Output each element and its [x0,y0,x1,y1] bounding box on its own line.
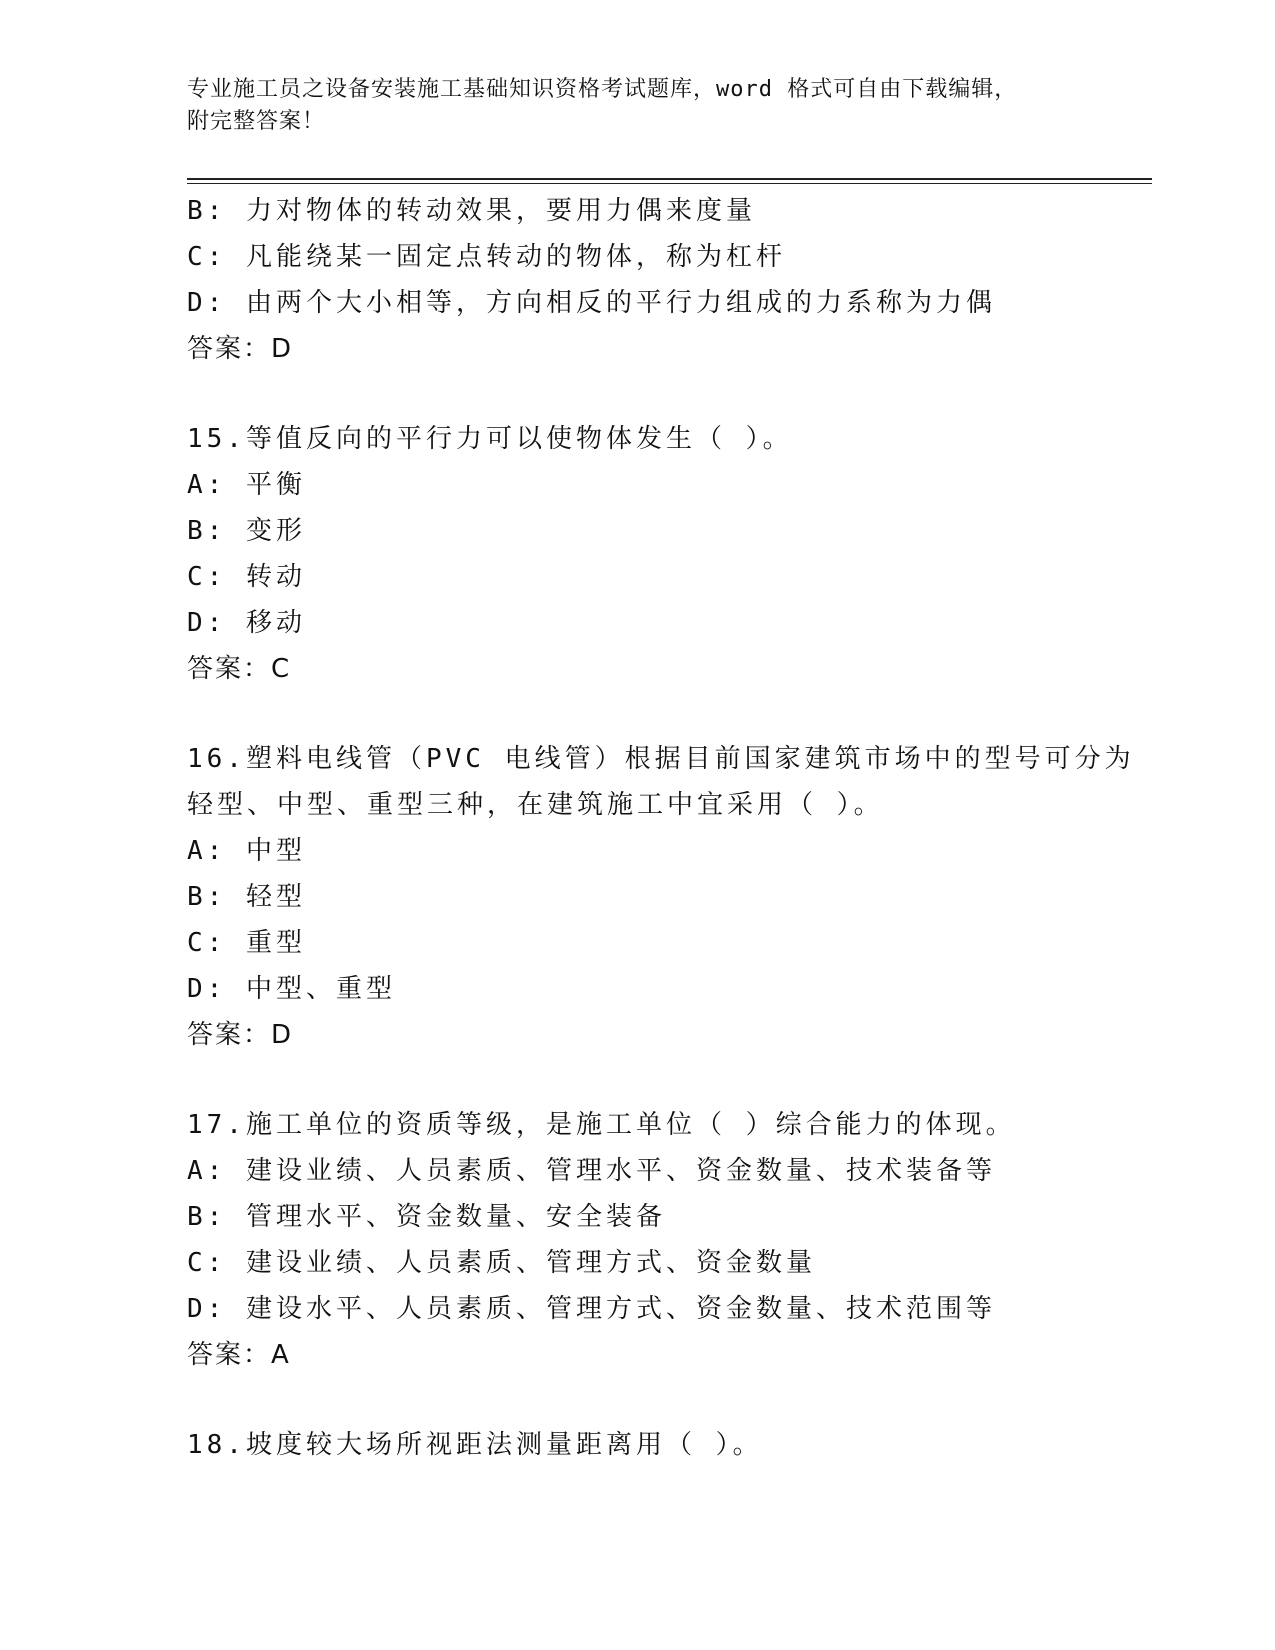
option-b: B: 管理水平、资金数量、安全装备 [187,1202,666,1232]
option-d: D: 移动 [187,608,306,638]
option-d: D: 建设水平、人员素质、管理方式、资金数量、技术范围等 [187,1294,996,1324]
option-b: B: 力对物体的转动效果，要用力偶来度量 [187,196,756,226]
question-17 [187,1102,1147,1378]
question-16 [187,736,1147,1058]
answer: 答案：A [187,1340,291,1370]
answer: 答案：C [187,654,292,684]
option-c: C: 建设业绩、人员素质、管理方式、资金数量 [187,1248,816,1278]
question-15 [187,416,1147,692]
option-b: B: 变形 [187,516,306,546]
question-18 [187,1422,1147,1468]
header-divider-thick [187,178,1152,180]
option-d: D: 中型、重型 [187,974,396,1004]
option-c: C: 凡能绕某一固定点转动的物体，称为杠杆 [187,242,786,272]
question-text: 18.坡度较大场所视距法测量距离用（ ）。 [187,1430,763,1460]
question-text: 17.施工单位的资质等级，是施工单位（ ）综合能力的体现。 [187,1110,1016,1140]
question-14-partial [187,188,1147,372]
question-text: 15.等值反向的平行力可以使物体发生（ ）。 [187,424,793,454]
option-a: A: 建设业绩、人员素质、管理水平、资金数量、技术装备等 [187,1156,996,1186]
option-b: B: 轻型 [187,882,306,912]
answer: 答案：D [187,1020,294,1050]
header-line-2: 附完整答案！ [187,109,326,134]
option-a: A: 平衡 [187,470,306,500]
option-a: A: 中型 [187,836,306,866]
question-list [187,188,1147,1468]
option-d: D: 由两个大小相等，方向相反的平行力组成的力系称为力偶 [187,288,996,318]
answer: 答案：D [187,334,294,364]
header-divider-thin [187,183,1152,184]
header-line-1: 专业施工员之设备安装施工基础知识资格考试题库，word 格式可自由下载编辑， [187,77,1018,102]
question-text-line-2: 轻型、中型、重型三种，在建筑施工中宜采用（ ）。 [187,790,884,820]
question-text-line-1: 16.塑料电线管（PVC 电线管）根据目前国家建筑市场中的型号可分为 [187,744,1135,774]
option-c: C: 转动 [187,562,306,592]
page-header [187,74,1147,138]
option-c: C: 重型 [187,928,306,958]
